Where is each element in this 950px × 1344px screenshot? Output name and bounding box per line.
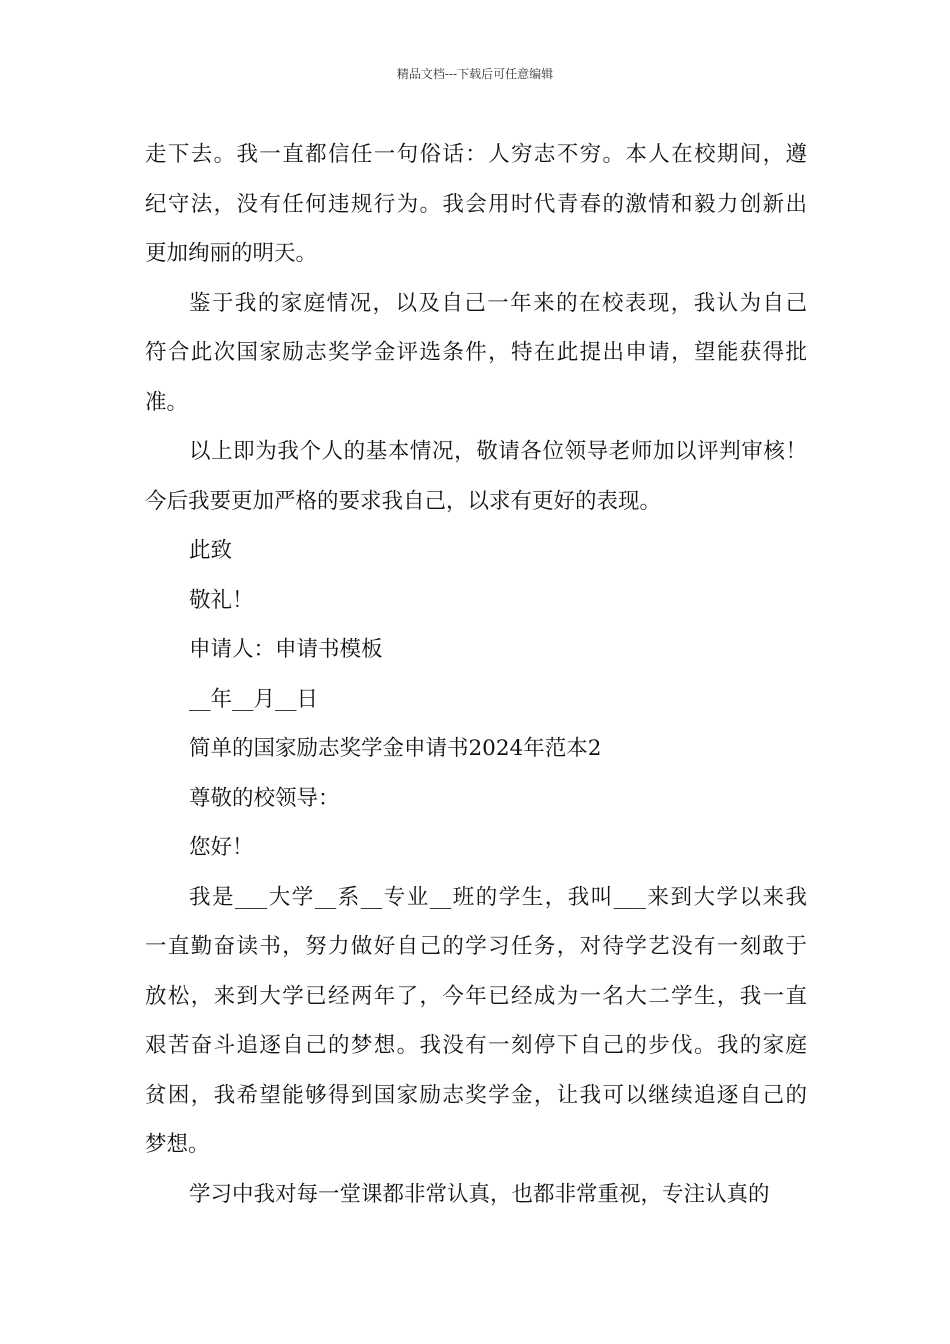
text-line: 放松，来到大学已经两年了，今年已经成为一名大二学生，我一直 [145,983,807,1009]
text-line: 敬礼！ [189,587,254,613]
text-line: 以上即为我个人的基本情况，敬请各位领导老师加以评判审核！ [189,439,807,464]
salutation-cizhi [145,526,807,576]
text-line: 艰苦奋斗追逐自己的梦想。我没有一刻停下自己的步伐。我的家庭 [145,1033,807,1058]
text-line: 走下去。我一直都信任一句俗话：人穷志不穷。本人在校期间，遵 [145,142,807,167]
text-line: 今后我要更加严格的要求我自己，以求有更好的表现。 [145,488,662,514]
text-line: 鉴于我的家庭情况，以及自己一年来的在校表现，我认为自己 [189,290,807,316]
text-line: 纪守法，没有任何违规行为。我会用时代青春的激情和毅力创新出 [145,191,807,217]
text-line: 准。 [145,389,189,415]
greeting-hello [145,823,807,873]
salutation-jingli [145,576,807,626]
paragraph-application-reason [145,279,807,428]
text-line: 梦想。 [145,1132,210,1157]
text-line: 学习中我对每一堂课都非常认真，也都非常重视，专注认真的 [189,1181,770,1207]
applicant-line [145,625,807,675]
text-line: __年__月__日 [189,686,319,712]
text-line: 我是___大学__系__专业__班的学生，我叫___来到大学以来我 [189,884,807,910]
text-line: 更加绚丽的明天。 [145,241,318,266]
text-line: 贫困，我希望能够得到国家励志奖学金，让我可以继续追逐自己的 [145,1082,807,1108]
paragraph-continuation [145,130,807,279]
text-line: 符合此次国家励志奖学金评选条件，特在此提出申请，望能获得批 [145,340,807,365]
paragraph-self-introduction [145,873,807,1170]
page-header [0,66,950,82]
paragraph-closing-request [145,427,807,526]
date-line [145,675,807,725]
document-body [145,130,807,1219]
text-line: 尊敬的校领导： [189,785,340,811]
paragraph-study-attitude [145,1170,807,1220]
text-line: 申请人：申请书模板 [189,637,383,662]
section-title-sample-2 [145,724,807,774]
greeting-recipient [145,774,807,824]
text-line: 一直勤奋读书，努力做好自己的学习任务，对待学艺没有一刻敢于 [145,934,807,959]
header-text: 精品文档---下载后可任意编辑 [396,67,554,81]
text-line: 简单的国家励志奖学金申请书2024年范本2 [189,736,602,761]
text-line: 您好！ [189,835,254,860]
text-line: 此致 [189,538,233,563]
